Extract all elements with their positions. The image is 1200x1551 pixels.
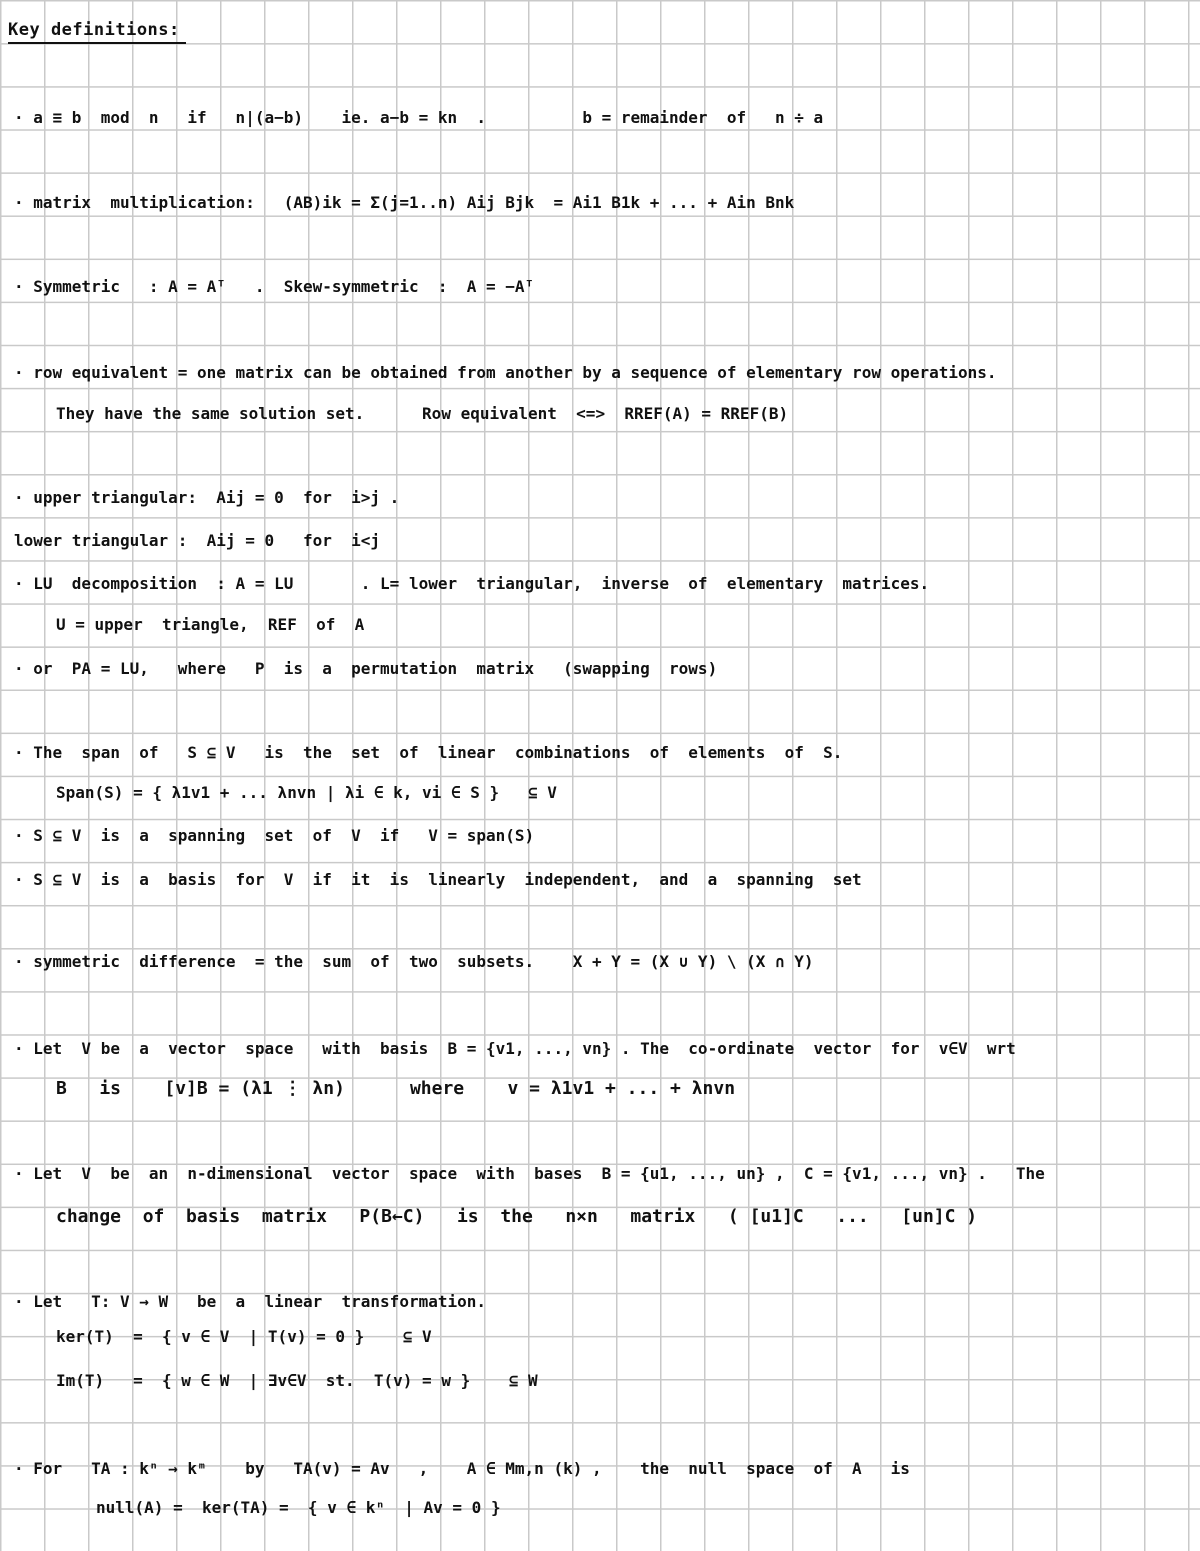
definition-change-of-basis: · Let V be an n-dimensional vector space with bases B = {u1, ..., un} , C = {v1, ..., vn} . The xyxy=(14,1164,1045,1183)
definition-congruence: · a ≡ b mod n if n|(a−b) ie. a−b = kn . b = remainder of n ÷ a xyxy=(14,108,824,127)
definition-null-space-formula: null(A) = ker(TA) = { v ∈ kⁿ | Av = 0 } xyxy=(96,1498,501,1517)
definition-plu: · or PA = LU, where P is a permutation matrix (swapping rows) xyxy=(14,659,718,678)
definition-lu-decomposition: · LU decomposition : A = LU . L= lower triangular, inverse of elementary matrices. xyxy=(14,574,930,593)
definition-lower-triangular: lower triangular : Aij = 0 for i<j xyxy=(14,531,381,550)
definition-span-formula: Span(S) = { λ1v1 + ... λnvn | λi ∈ k, vi ∈ S } ⊆ V xyxy=(56,783,557,802)
definition-coordinate-vector-formula: B is [v]B = (λ1 ⋮ λn) where v = λ1v1 + ... + λnvn xyxy=(56,1078,736,1099)
definition-kernel: ker(T) = { v ∈ V | T(v) = 0 } ⊆ V xyxy=(56,1327,432,1346)
definition-row-equivalent-cont: They have the same solution set. Row equivalent <=> RREF(A) = RREF(B) xyxy=(56,404,789,423)
definition-spanning-set: · S ⊆ V is a spanning set of V if V = span(S) xyxy=(14,826,535,845)
definition-row-equivalent: · row equivalent = one matrix can be obtained from another by a sequence of elementary row operations. xyxy=(14,363,997,382)
definition-symmetric-difference: · symmetric difference = the sum of two subsets. X + Y = (X ∪ Y) \ (X ∩ Y) xyxy=(14,952,814,971)
page-title: Key definitions: xyxy=(8,20,186,44)
definition-symmetric: · Symmetric : A = Aᵀ . Skew-symmetric : A = −Aᵀ xyxy=(14,277,535,296)
definition-linear-transformation: · Let T: V → W be a linear transformation. xyxy=(14,1292,487,1311)
definition-matrix-multiplication: · matrix multiplication: (AB)ik = Σ(j=1..n) Aij Bjk = Ai1 B1k + ... + Ain Bnk xyxy=(14,193,795,212)
definition-span: · The span of S ⊆ V is the set of linear combinations of elements of S. xyxy=(14,743,843,762)
definition-basis: · S ⊆ V is a basis for V if it is linearly independent, and a spanning set xyxy=(14,870,862,889)
definition-coordinate-vector: · Let V be a vector space with basis B = {v1, ..., vn} . The co-ordinate vector for v∈V wrt xyxy=(14,1039,1016,1058)
definition-null-space: · For TA : kⁿ → kᵐ by TA(v) = Av , A ∈ Mm,n (k) , the null space of A is xyxy=(14,1459,910,1478)
definition-lu-decomposition-cont: U = upper triangle, REF of A xyxy=(56,615,365,634)
definition-change-of-basis-matrix: change of basis matrix P(B←C) is the n×n matrix ( [u1]C ... [un]C ) xyxy=(56,1206,978,1227)
definition-upper-triangular: · upper triangular: Aij = 0 for i>j . xyxy=(14,488,400,507)
definition-image: Im(T) = { w ∈ W | ∃v∈V st. T(v) = w } ⊆ W xyxy=(56,1371,538,1390)
